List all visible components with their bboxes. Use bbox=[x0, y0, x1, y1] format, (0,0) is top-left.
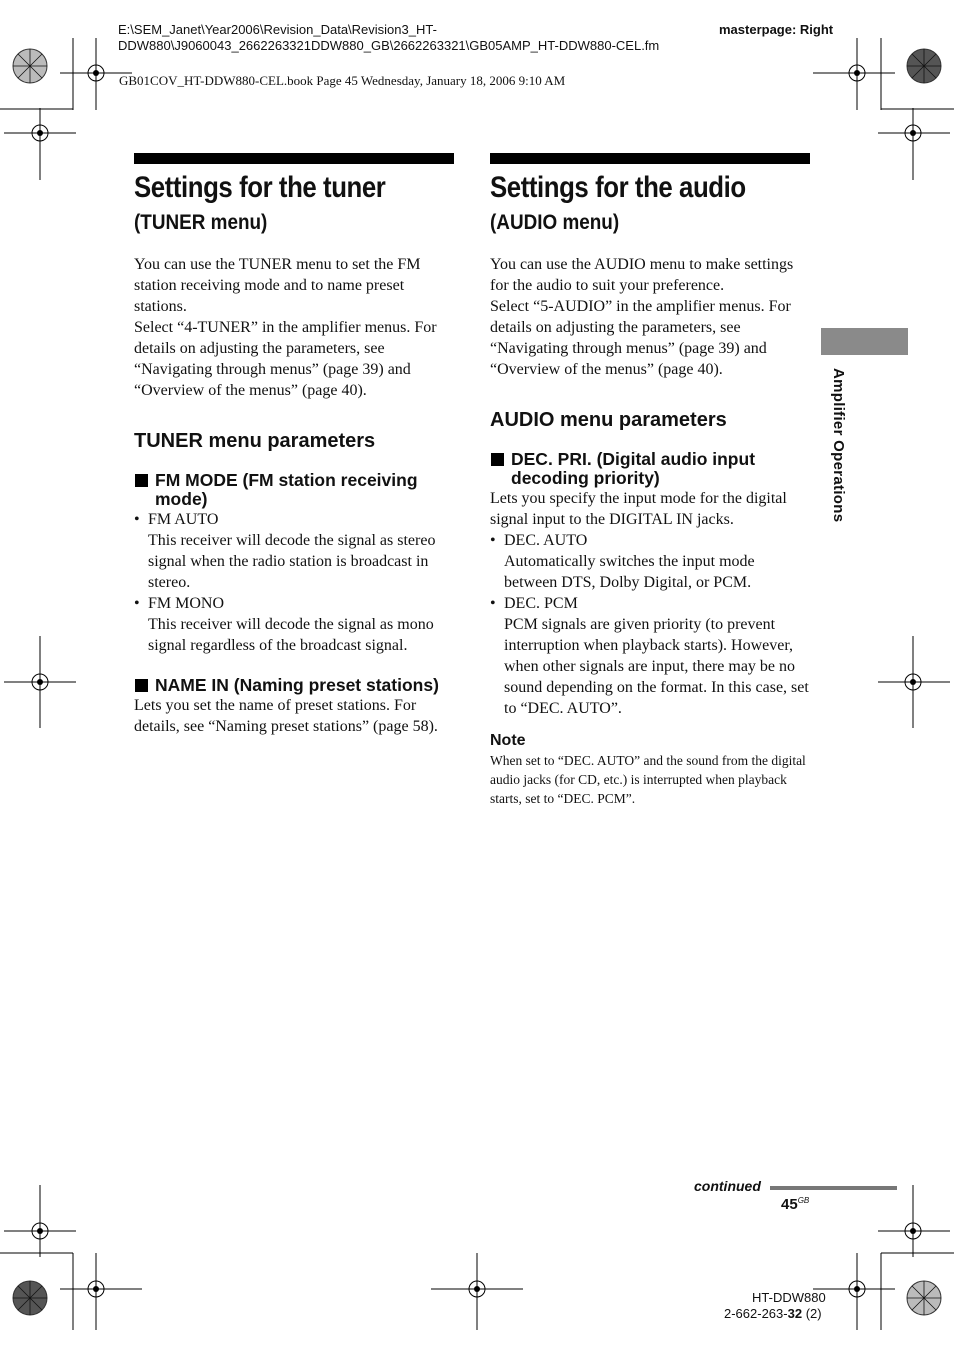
tuner-column bbox=[134, 153, 454, 737]
document-number bbox=[724, 1306, 822, 1321]
option-name: FM MONO bbox=[148, 595, 225, 612]
continued-rule bbox=[770, 1186, 897, 1190]
audio-intro-2: Select “5-AUDIO” in the amplifier menus. For details on adjusting the parameters, see “Navigating through menus” (page 39) and “Overview of the menus” (page 40). bbox=[490, 298, 791, 378]
option-desc: This receiver will decode the signal as mono signal regardless of the broadcast signal. bbox=[148, 616, 434, 654]
fm-mode-heading-text: FM MODE (FM station receiving mode) bbox=[155, 470, 418, 509]
section-tab-label: Amplifier Operations bbox=[830, 368, 847, 523]
dec-pri-options bbox=[490, 530, 810, 719]
audio-intro: You can use the AUDIO menu to make settings for the audio to suit your preference. bbox=[490, 256, 794, 294]
dec-pri-heading bbox=[490, 450, 810, 488]
option-desc: This receiver will decode the signal as stereo signal when the radio station is broadcast in stereo. bbox=[148, 532, 436, 591]
title-rule bbox=[490, 153, 810, 164]
tuner-title: Settings for the tuner bbox=[134, 171, 386, 204]
book-info-line: GB01COV_HT-DDW880-CEL.book Page 45 Wednesday, January 18, 2006 9:10 AM bbox=[119, 73, 566, 88]
list-item bbox=[490, 530, 810, 593]
docnum-bold: 32 bbox=[787, 1306, 803, 1321]
file-path-header bbox=[118, 22, 659, 54]
tuner-intro-2: Select “4-TUNER” in the amplifier menus. For details on adjusting the parameters, see “Navigating through menus” (page 39) and “Overview of the menus” (page 40). bbox=[134, 319, 437, 399]
option-name: DEC. PCM bbox=[504, 595, 578, 612]
tuner-subtitle: (TUNER menu) bbox=[134, 211, 268, 234]
name-in-heading-text: NAME IN (Naming preset stations) bbox=[155, 675, 439, 695]
name-in-heading bbox=[134, 676, 454, 695]
option-desc: PCM signals are given priority (to prevent interruption when playback starts). However, when other signals are input, there may be no sound depending on the format. In this case, set to “DEC. AUTO”. bbox=[504, 616, 809, 717]
bullet-icon: • bbox=[490, 595, 496, 612]
masterpage-label: masterpage: Right bbox=[719, 22, 834, 37]
bullet-icon: • bbox=[134, 595, 140, 612]
note-heading: Note bbox=[490, 732, 526, 749]
file-path-line1: E:\SEM_Janet\Year2006\Revision_Data\Revision3_HT- bbox=[118, 22, 437, 37]
section-tab bbox=[821, 328, 908, 355]
option-name: FM AUTO bbox=[148, 511, 219, 528]
file-path-line2: DDW880\J9060043_2662263321DDW880_GB\2662263321\GB05AMP_HT-DDW880-CEL.fm bbox=[118, 38, 660, 53]
model-number: HT-DDW880 bbox=[752, 1290, 826, 1305]
audio-subtitle: (AUDIO menu) bbox=[490, 211, 620, 234]
audio-title: Settings for the audio bbox=[490, 171, 746, 204]
bullet-icon: • bbox=[490, 532, 496, 549]
list-item bbox=[134, 509, 454, 593]
page-number bbox=[781, 1196, 809, 1213]
option-name: DEC. AUTO bbox=[504, 532, 588, 549]
square-bullet-icon bbox=[491, 453, 504, 466]
option-desc: Automatically switches the input mode between DTS, Dolby Digital, or PCM. bbox=[504, 553, 755, 591]
tuner-parameters-heading: TUNER menu parameters bbox=[134, 430, 376, 452]
audio-column bbox=[490, 153, 810, 808]
list-item bbox=[490, 593, 810, 719]
audio-parameters-heading: AUDIO menu parameters bbox=[490, 409, 727, 431]
docnum-prefix: 2-662-263- bbox=[724, 1306, 788, 1321]
dec-pri-text: Lets you specify the input mode for the digital signal input to the DIGITAL IN jacks. bbox=[490, 490, 787, 528]
note-text: When set to “DEC. AUTO” and the sound from the digital audio jacks (for CD, etc.) is interrupted when playback starts, set to “DEC. PCM”. bbox=[490, 753, 806, 806]
bullet-icon: • bbox=[134, 511, 140, 528]
docnum-suffix: (2) bbox=[802, 1306, 822, 1321]
page-number-suffix: GB bbox=[797, 1196, 810, 1205]
continued-label: continued bbox=[694, 1178, 761, 1194]
tuner-intro: You can use the TUNER menu to set the FM station receiving mode and to name preset stations. bbox=[134, 256, 421, 315]
dec-pri-heading-text: DEC. PRI. (Digital audio input decoding priority) bbox=[511, 449, 756, 488]
list-item bbox=[134, 593, 454, 656]
fm-mode-heading bbox=[134, 471, 454, 509]
square-bullet-icon bbox=[135, 474, 148, 487]
name-in-text: Lets you set the name of preset stations. For details, see “Naming preset stations” (page 58). bbox=[134, 697, 438, 735]
fm-mode-options bbox=[134, 509, 454, 656]
title-rule bbox=[134, 153, 454, 164]
square-bullet-icon bbox=[135, 679, 148, 692]
page-number-value: 45 bbox=[781, 1196, 798, 1213]
